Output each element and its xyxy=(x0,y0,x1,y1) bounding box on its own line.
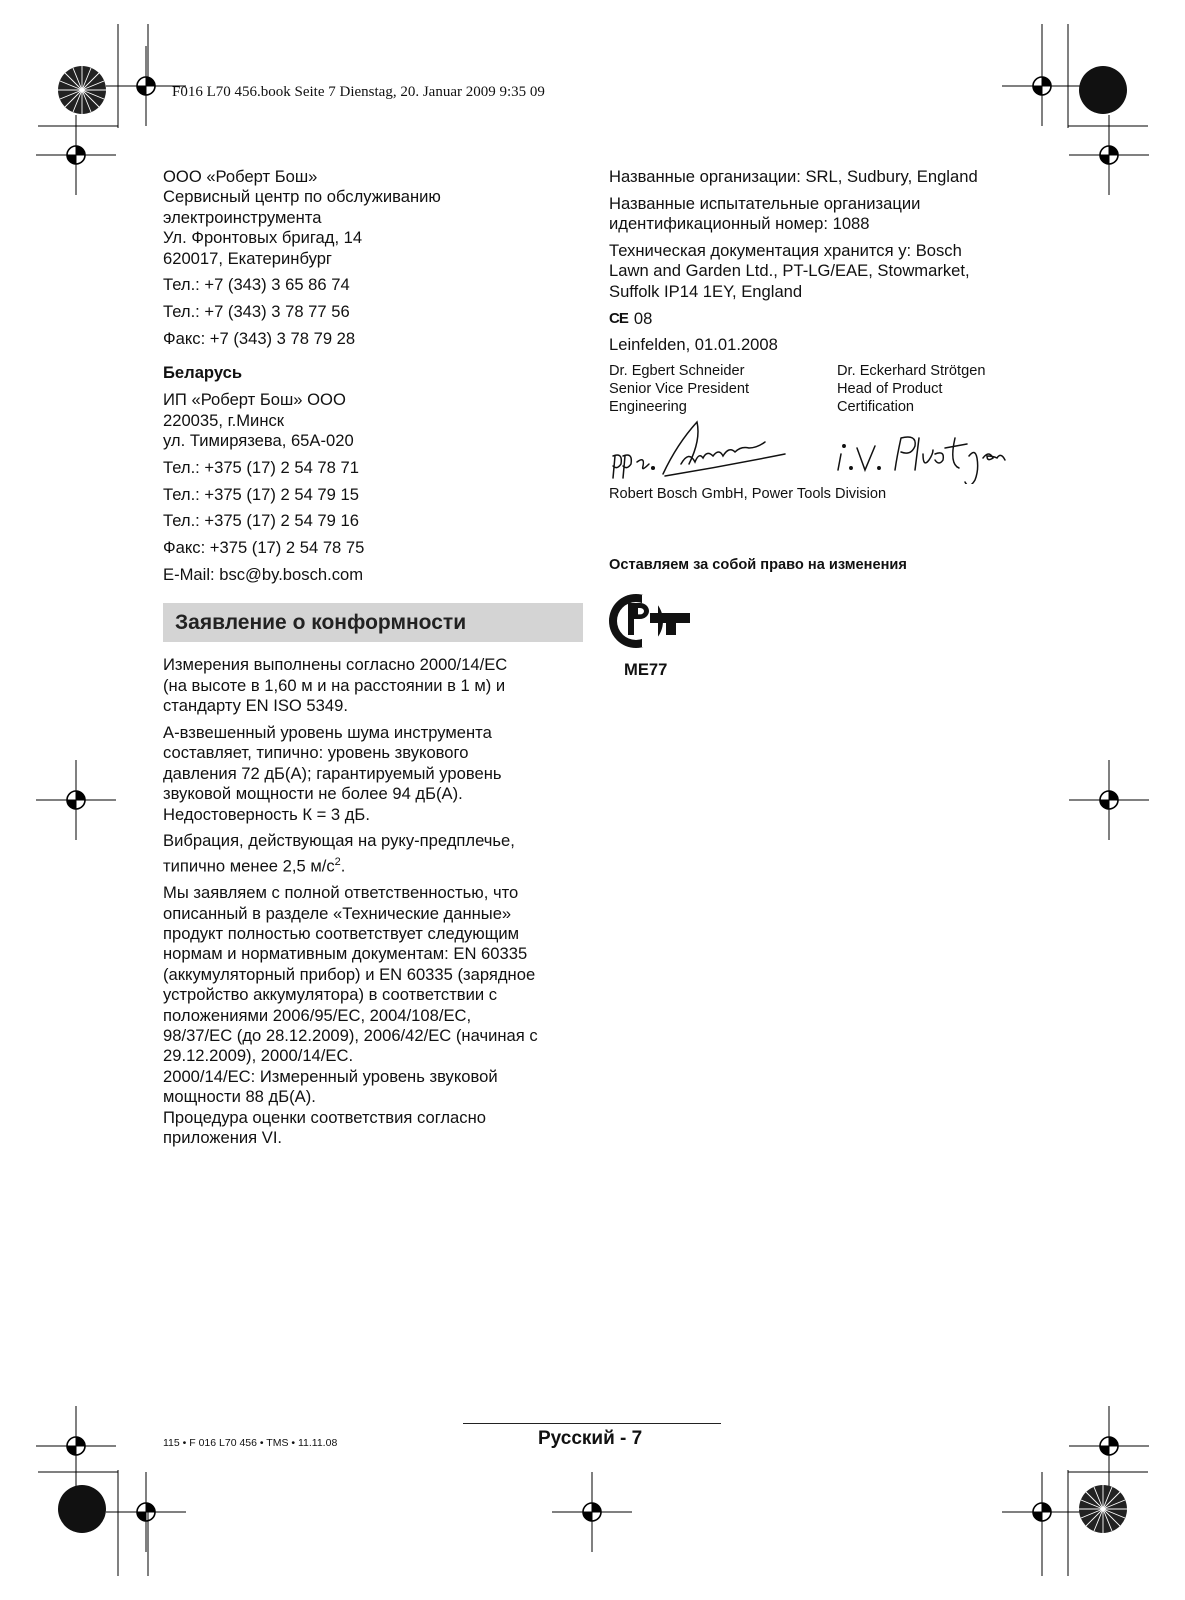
company-division: Robert Bosch GmbH, Power Tools Division xyxy=(609,486,887,503)
signers-table xyxy=(609,362,1039,416)
section-title-conformity: Заявление о конформности xyxy=(163,603,583,642)
starburst-mark-top-left xyxy=(58,66,106,114)
russia-service-address: ООО «Роберт Бош» Сервисный центр по обслуживанию электроинструмента Ул. Фронтовых бригад, 14 620017, Екатеринбург xyxy=(163,167,441,268)
left-column xyxy=(163,167,583,1155)
vibration-period: . xyxy=(340,856,346,876)
russia-phone-2: Тел.: +7 (343) 3 78 77 56 xyxy=(163,302,350,322)
belarus-phone-3: Тел.: +375 (17) 2 54 79 16 xyxy=(163,511,359,531)
right-column xyxy=(609,167,1039,581)
registration-mark-left-middle xyxy=(36,760,116,840)
certification-code: ME77 xyxy=(624,660,668,679)
russia-phone-1: Тел.: +7 (343) 3 65 86 74 xyxy=(163,275,350,295)
registration-mark-bottom-right xyxy=(1002,1472,1082,1552)
ce-mark-icon: CE xyxy=(609,309,628,327)
vibration-superscript: 2 xyxy=(334,855,341,868)
conformity-paragraph-declaration: Мы заявляем с полной ответственностью, что описанный в разделе «Технические данные» продукт полностью соответствует следующим нормам и нормативным документам: EN 60335 (аккумуляторный прибор) и EN 60335 (зарядное устройство аккумулятора) в соответствии с положениями 2006/95/EC, 2004/108/EC, 98/37/EC (до 28.12.2009), 2006/42/EC (начиная с 29.12.2009), 2000/14/EC. 2000/14/EC: Измеренный уровень звуковой мощности 88 дБ(А). Процедура оценки соответствия согласно приложения VI. xyxy=(163,883,538,1148)
belarus-fax: Факс: +375 (17) 2 54 78 75 xyxy=(163,538,365,558)
place-date: Leinfelden, 01.01.2008 xyxy=(609,335,778,355)
registration-mark-right-lower xyxy=(1069,1406,1149,1486)
belarus-phone-2: Тел.: +375 (17) 2 54 79 15 xyxy=(163,484,359,504)
footer-rule xyxy=(463,1423,721,1424)
belarus-email: E-Mail: bsc@by.bosch.com xyxy=(163,565,364,585)
registration-mark-bottom-center xyxy=(552,1472,632,1552)
named-organizations: Названные организации: SRL, Sudbury, England xyxy=(609,167,978,186)
handwritten-signatures xyxy=(609,418,1029,484)
rights-reserved-note: Оставляем за собой право на изменения xyxy=(609,556,907,573)
registration-mark-right-upper xyxy=(1069,115,1149,195)
pct-certification-logo xyxy=(606,589,692,653)
signature-1 xyxy=(613,422,785,478)
signer-1: Dr. Egbert Schneider Senior Vice President Engineering xyxy=(609,363,750,416)
registration-mark-left-lower xyxy=(36,1406,116,1486)
belarus-address: ИП «Роберт Бош» ООО 220035, г.Минск ул. Тимирязева, 65А-020 xyxy=(163,390,354,451)
ce-marking xyxy=(609,309,1039,329)
registration-mark-top-right xyxy=(1002,46,1082,126)
registration-mark-right-middle xyxy=(1069,760,1149,840)
conformity-paragraph-noise: А-взвешенный уровень шума инструмента составляет, типично: уровень звукового давления 72 дБ(А); гарантируемый уровень звуковой мощности не более 94 дБ(А). Недостоверность К = 3 дБ. xyxy=(163,723,502,824)
conformity-paragraph-vibration xyxy=(163,831,583,876)
signature-2 xyxy=(838,437,1005,484)
russia-fax: Факс: +7 (343) 3 78 79 28 xyxy=(163,329,356,349)
solid-dot-mark-top-right xyxy=(1079,66,1127,114)
book-file-line: F016 L70 456.book Seite 7 Dienstag, 20. Januar 2009 9:35 09 xyxy=(172,84,545,100)
starburst-mark-bottom-right xyxy=(1079,1485,1127,1533)
solid-dot-mark-bottom-left xyxy=(58,1485,106,1533)
technical-documentation: Техническая документация хранится у: Bosch Lawn and Garden Ltd., PT-LG/EAE, Stowmarket, Suffolk IP14 1EY, England xyxy=(609,241,970,301)
belarus-heading: Беларусь xyxy=(163,363,243,383)
signer-2: Dr. Eckerhard Strötgen Head of Product Certification xyxy=(837,363,986,416)
ce-year: 08 xyxy=(633,308,653,328)
named-test-organizations: Названные испытательные организации идентификационный номер: 1088 xyxy=(609,193,921,234)
footer-page-number: Русский - 7 xyxy=(538,1428,643,1449)
belarus-phone-1: Тел.: +375 (17) 2 54 78 71 xyxy=(163,457,359,477)
registration-mark-left-upper xyxy=(36,115,116,195)
conformity-paragraph-measurements: Измерения выполнены согласно 2000/14/EC (на высоте в 1,60 м и на расстоянии в 1 м) и стандарту EN ISO 5349. xyxy=(163,655,508,716)
footer-document-code: 115 • F 016 L70 456 • TMS • 11.11.08 xyxy=(163,1437,338,1449)
vibration-text: Вибрация, действующая на руку-предплечье, типично менее 2,5 м/с xyxy=(163,831,515,876)
